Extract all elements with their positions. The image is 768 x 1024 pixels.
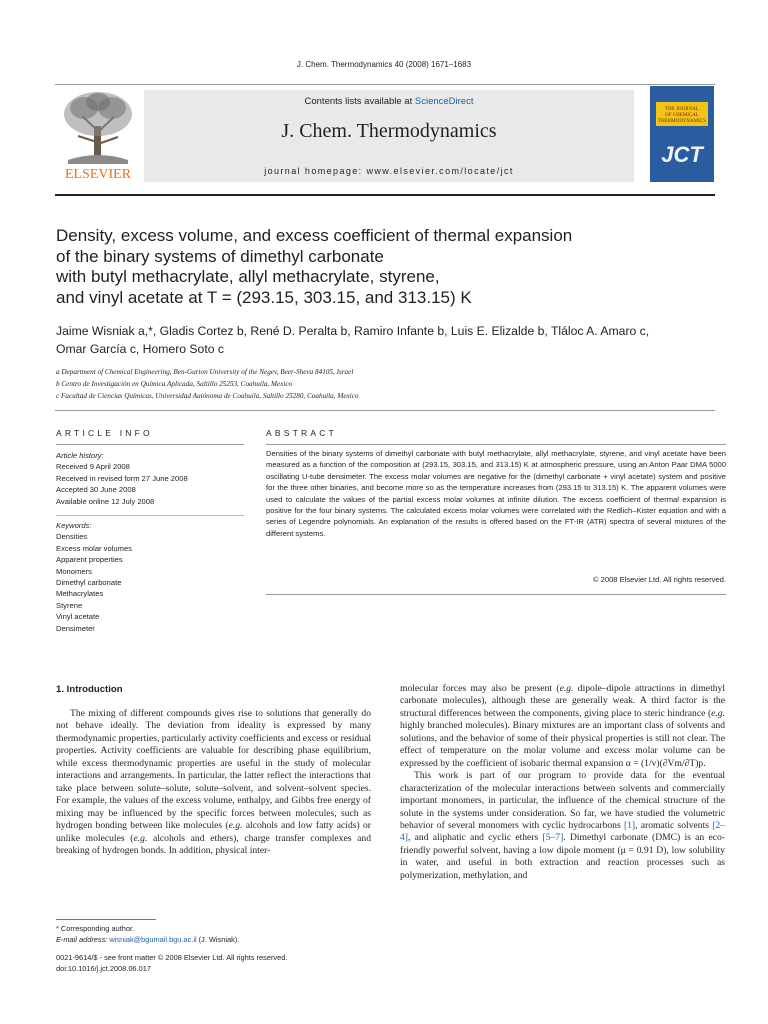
keyword: Methacrylates	[56, 589, 104, 599]
abstract-text: Densities of the binary systems of dimethyl carbonate with butyl methacrylate, allyl methacrylate, styrene, and vinyl acetate have been measured as a function of the composition at (293.15, 303.15, and 313.15) K at atmospheric pressure, using an Anton Paar DMA 5000 oscillating U-tube densimeter. The excess molar volumes are negative for the (dimethyl carbonate + vinyl acetate) system and positive for the three other binaries, and become more so as the temperature increases from (293.15 to 313.15) K. The apparent volumes were used to calculate the values of the partial excess molar volumes at infinite dilution. The excess coefficient of thermal expansion is positive for the four binary systems. The calculated excess molar volumes were correlated with the Redlich–Kister equation and with a series of Legendre polynomials. An explanation of the results is offered based on the FT-IR (ATR) spectra of several mixtures of the different systems.	[266, 449, 726, 538]
keyword: Vinyl acetate	[56, 612, 100, 622]
authors-line: Omar García c, Homero Soto c	[56, 342, 224, 356]
journal-reference: J. Chem. Thermodynamics 40 (2008) 1671–1683	[296, 60, 472, 69]
keywords	[56, 520, 244, 634]
section-heading-introduction: 1. Introduction	[56, 684, 123, 695]
keywords-label: Keywords:	[56, 521, 92, 530]
title-line: and vinyl acetate at T = (293.15, 303.15, and 313.15) K	[56, 287, 472, 307]
author-list	[56, 322, 726, 358]
journal-homepage[interactable]: journal homepage: www.elsevier.com/locate/jct	[264, 166, 514, 176]
history-item: Available online 12 July 2008	[56, 496, 155, 506]
svg-text:THE JOURNAL: THE JOURNAL	[665, 107, 699, 112]
corresponding-label: * Corresponding author.	[56, 924, 135, 933]
article-info-rule	[56, 444, 244, 445]
title-line: Density, excess volume, and excess coefficient of thermal expansion	[56, 226, 573, 245]
front-matter-info	[56, 952, 371, 974]
title-line: of the binary systems of dimethyl carbonate	[56, 246, 384, 266]
article-history	[56, 450, 244, 507]
title-line: with butyl methacrylate, allyl methacrylate, styrene,	[56, 267, 440, 286]
paragraph: The mixing of different compounds gives rise to solutions that generally do not behave ideally. The deviation from ideality is expressed by many thermodynamic properties, particularly activity coefficients and excess or residual properties. Activity coefficients are valuable for describing phase equilibrium, while excess thermodynamic properties are useful in the study of molecular interactions and arrangements. In particular, the latter reflect the interactions that take place between solute–solute, solute–solvent, and solvent–solvent species. For example, the values of the excess volume, enthalpy, and Gibbs free energy of mixing may be influenced by the specific forces between molecules, such as hydrogen bonding between like molecules (e.g. alcohols and low fatty acids) or unlike molecules (e.g. alcohols and ethers), charge transfer complexes and breaking of hydrogen bonds. In addition, physical inter-	[56, 708, 371, 856]
keywords-rule	[56, 515, 244, 516]
affiliation: b Centro de Investigación en Química Aplicada, Saltillo 25253, Coahuila, Mexico	[56, 380, 293, 388]
history-item: Received in revised form 27 June 2008	[56, 473, 188, 483]
doi-line[interactable]: doi:10.1016/j.jct.2008.06.017	[56, 964, 151, 973]
citation-link[interactable]: [5–7]	[542, 832, 564, 844]
header-top-rule	[55, 84, 715, 85]
contents-line	[144, 96, 634, 107]
journal-cover-thumbnail[interactable]	[650, 86, 714, 182]
contents-prefix: Contents lists available at	[304, 96, 415, 107]
affiliation: a Department of Chemical Engineering, Ben-Gurion University of the Negev, Beer-Sheva 84105, Israel	[56, 368, 354, 376]
article-title	[56, 226, 676, 308]
elsevier-tree-icon	[56, 90, 140, 182]
abstract-rule	[266, 444, 726, 445]
svg-text:OF CHEMICAL: OF CHEMICAL	[665, 113, 699, 118]
email-link[interactable]: wisniak@bgumail.bgu.ac.il	[109, 935, 197, 944]
history-item: Received 9 April 2008	[56, 462, 130, 472]
corresponding-author-footnote	[56, 923, 371, 945]
publisher-wordmark: ELSEVIER	[64, 167, 132, 182]
journal-name: J. Chem. Thermodynamics	[281, 120, 497, 142]
svg-text:THERMODYNAMICS: THERMODYNAMICS	[658, 119, 706, 124]
paragraph: This work is part of our program to provide data for the eventual characterization of the molecular interactions between solvents and commercially important monomers, in particular, the influence of the chemical structure of the solute in the systems under consideration. So far, we have studied the volumetric behavior of several monomers with cyclic hydrocarbons [1], aromatic solvents [2–4], and aliphatic and cyclic ethers [5–7]. Dimethyl carbonate (DMC) is an eco-friendly powerful solvent, having a low dipole moment (μ = 0.91 D), low solubility in water, and useful in both extraction and reaction processes such as polymerization, methylation, and	[400, 770, 725, 881]
section-rule	[55, 410, 715, 411]
keyword: Densimeter	[56, 623, 95, 633]
body-column-right	[400, 683, 725, 882]
keyword: Styrene	[56, 600, 83, 610]
header-bottom-rule	[55, 194, 715, 196]
citation-link[interactable]: [2–4]	[400, 819, 725, 844]
body-column-left	[56, 708, 371, 857]
keyword: Monomers	[56, 566, 92, 576]
authors-line: Jaime Wisniak a,*, Gladis Cortez b, René D. Peralta b, Ramiro Infante b, Luis E. Elizalde b, Tláloc A. Amaro c,	[56, 324, 650, 338]
email-line: E-mail address: wisniak@bgumail.bgu.ac.il (J. Wisniak).	[56, 935, 240, 944]
abstract-copyright: © 2008 Elsevier Ltd. All rights reserved.	[592, 575, 726, 584]
footnote-rule	[56, 919, 156, 920]
keyword: Excess molar volumes	[56, 543, 132, 553]
sciencedirect-link[interactable]: ScienceDirect	[414, 96, 474, 107]
abstract-bottom-rule	[266, 594, 726, 595]
affiliations	[56, 366, 716, 402]
paragraph: molecular forces may also be present (e.g. dipole–dipole attractions in dimethyl carbonate molecules), although these are generally weak. A third factor is the structural differences between the components, giving place to steric hindrance (e.g. highly branched molecules). Binary mixtures are an important class of solvents and solutions, and the behavior of some of their physical properties is still not clear. The effect of temperature on the molar volume and excess molar volume can be expressed by the coefficient of isobaric thermal expansion α = (1/v)(∂Vm/∂T)p.	[400, 683, 725, 769]
affiliation: c Facultad de Ciencias Químicas, Universidad Autónoma de Coahuila, Saltillo 25280, Coahuila, Mexico	[56, 392, 359, 400]
keyword: Dimethyl carbonate	[56, 578, 122, 588]
cover-image	[650, 86, 714, 182]
abstract-heading: ABSTRACT	[266, 428, 337, 438]
elsevier-logo[interactable]	[56, 90, 140, 182]
keyword: Densities	[56, 532, 88, 542]
keyword: Apparent properties	[56, 555, 123, 565]
citation-link[interactable]: [1]	[623, 819, 636, 831]
issn-line: 0021-9614/$ - see front matter © 2008 Elsevier Ltd. All rights reserved.	[56, 953, 288, 962]
history-item: Accepted 30 June 2008	[56, 485, 136, 495]
history-label: Article history:	[56, 451, 104, 460]
cover-logo: JCT	[661, 142, 703, 167]
article-info-heading: ARTICLE INFO	[56, 428, 153, 438]
